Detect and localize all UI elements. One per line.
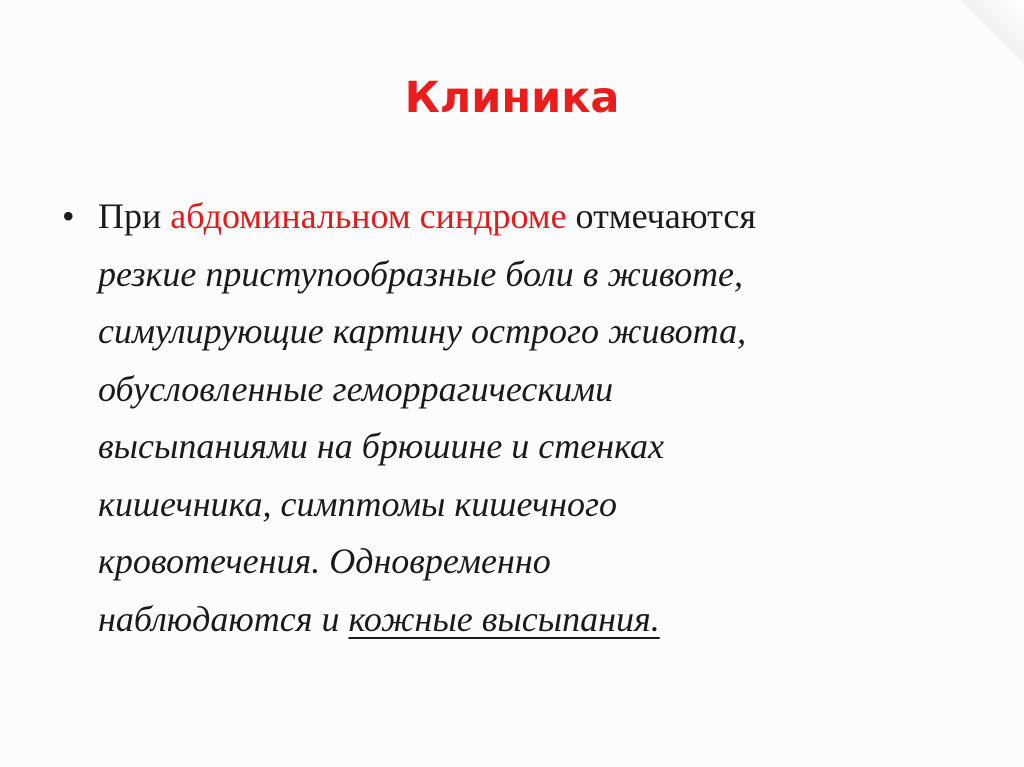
slide-body (62, 188, 962, 648)
italic-line-5: кишечника, симптомы кишечного (98, 483, 618, 524)
italic-line-3: обусловленные геморрагическими (98, 368, 614, 409)
text-continuation: отмечаются (566, 196, 756, 236)
highlighted-term: абдоминальном синдроме (170, 196, 567, 236)
italic-line-4: высыпаниями на брюшине и стенках (98, 426, 665, 466)
slide-title: Клиника (404, 73, 620, 123)
text-intro: При (98, 196, 171, 236)
bullet-paragraph (98, 188, 962, 648)
underlined-phrase: кожные высыпания. (348, 598, 660, 639)
page-corner-decoration (960, 0, 1024, 64)
italic-line-7: наблюдаются и (98, 598, 349, 639)
bullet-icon: • (62, 196, 75, 236)
italic-line-6: кровотечения. Одновременно (98, 541, 551, 581)
italic-line-1: резкие приступообразные боли в животе, (98, 253, 743, 294)
italic-line-2: симулирующие картину острого живота, (98, 311, 747, 351)
